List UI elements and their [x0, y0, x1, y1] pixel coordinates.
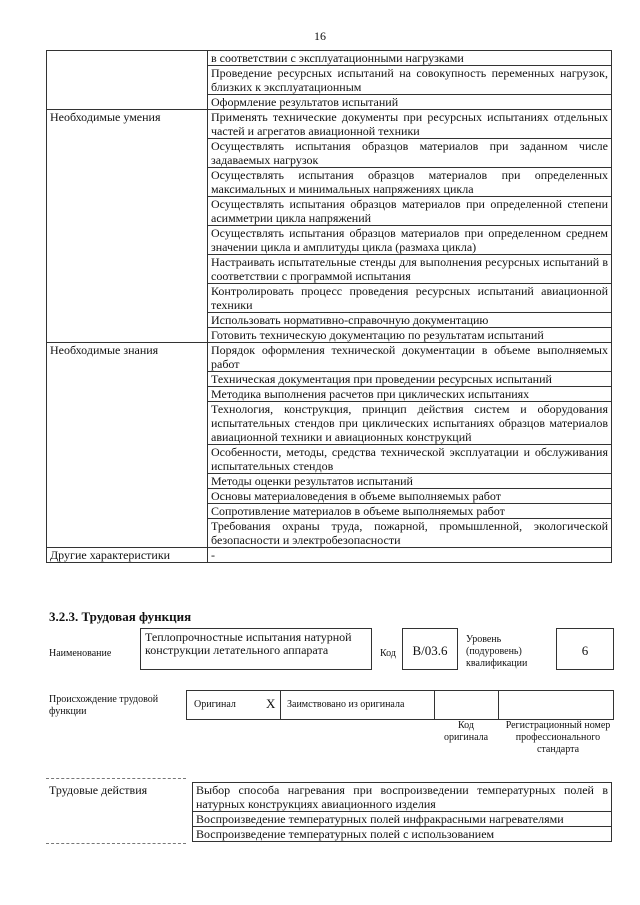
list-item: Требования охраны труда, пожарной, промышленной, экологической безопасности и электробезопасности: [208, 519, 612, 548]
actions-table: [46, 782, 612, 842]
list-item: Техническая документация при проведении ресурсных испытаний: [208, 372, 612, 387]
list-item: Особенности, методы, средства технической эксплуатации и обслуживания испытательных стендов: [208, 445, 612, 474]
table-row: [46, 827, 612, 842]
list-item: Воспроизведение температурных полей инфракрасными нагревателями: [193, 812, 612, 827]
other-value: -: [208, 548, 612, 563]
reg-number-label: Регистрационный номер профессионального стандарта: [505, 720, 611, 755]
level-label: Уровень (подуровень) квалификации: [466, 634, 528, 669]
section-title: 3.2.3. Трудовая функция: [49, 609, 192, 624]
level-value: 6: [581, 643, 589, 658]
list-item: Использовать нормативно-справочную документацию: [208, 313, 612, 328]
skills-label: Необходимые умения: [47, 110, 208, 343]
list-item: Настраивать испытательные стенды для выполнения ресурсных испытаний в соответствии с программой испытания: [208, 255, 612, 284]
divider: [46, 843, 186, 844]
origin-divider: [280, 690, 281, 719]
origin-divider: [434, 690, 435, 719]
table-row: [47, 51, 612, 66]
code-box: [402, 628, 458, 670]
table-row: [46, 783, 612, 812]
origin-divider: [498, 690, 499, 719]
code-label: Код: [380, 648, 396, 659]
name-value: Теплопрочностные испытания натурной конструкции летательного аппарата: [145, 630, 352, 657]
other-label: Другие характеристики: [47, 548, 208, 563]
divider: [46, 778, 186, 779]
level-box: [556, 628, 614, 670]
table-row: [47, 110, 612, 139]
empty-label-cell: [46, 812, 193, 827]
borrowed-label: Заимствовано из оригинала: [287, 699, 405, 710]
list-item: Основы материаловедения в объеме выполняемых работ: [208, 489, 612, 504]
list-item: Оформление результатов испытаний: [208, 95, 612, 110]
list-item: Сопротивление материалов в объеме выполняемых работ: [208, 504, 612, 519]
list-item: в соответствии с эксплуатационными нагрузками: [208, 51, 612, 66]
origin-label: Происхождение трудовой функции: [49, 694, 159, 717]
knowledge-label: Необходимые знания: [47, 343, 208, 548]
code-value: B/03.6: [412, 643, 448, 658]
list-item: Проведение ресурсных испытаний на совокупность переменных нагрузок, близких к эксплуатационным: [208, 66, 612, 95]
table-row: [47, 343, 612, 372]
empty-label-cell: [46, 827, 193, 842]
list-item: Готовить техническую документацию по результатам испытаний: [208, 328, 612, 343]
table-row: [47, 548, 612, 563]
list-item: Осуществлять испытания образцов материалов при определенной степени асимметрии цикла напряжений: [208, 197, 612, 226]
actions-label: Трудовые действия: [49, 782, 148, 797]
empty-label-cell: [47, 51, 208, 110]
original-label: Оригинал: [194, 699, 236, 710]
list-item: Воспроизведение температурных полей с использованием: [193, 827, 612, 842]
list-item: Осуществлять испытания образцов материалов при заданном числе задаваемых нагрузок: [208, 139, 612, 168]
name-box: [140, 628, 372, 670]
list-item: Технология, конструкция, принцип действия систем и оборудования испытательных стендов при циклических испытаниях образцов материалов авиационной техники и авиационных конструкций: [208, 402, 612, 445]
list-item: Осуществлять испытания образцов материалов при определенных максимальных и минимальных напряжениях цикла: [208, 168, 612, 197]
name-label: Наименование: [49, 648, 112, 659]
list-item: Контролировать процесс проведения ресурсных испытаний авиационной техники: [208, 284, 612, 313]
list-item: Методика выполнения расчетов при циклических испытаниях: [208, 387, 612, 402]
list-item: Применять технические документы при ресурсных испытаниях отдельных частей и агрегатов авиационной техники: [208, 110, 612, 139]
list-item: Порядок оформления технической документации в объеме выполняемых работ: [208, 343, 612, 372]
list-item: Выбор способа нагревания при воспроизведении температурных полей в натурных конструкциях авиационного изделия: [193, 783, 612, 812]
code-original-label: Код оригинала: [443, 720, 489, 743]
original-mark: X: [266, 696, 276, 711]
list-item: Методы оценки результатов испытаний: [208, 474, 612, 489]
competency-table: [46, 50, 612, 563]
list-item: Осуществлять испытания образцов материалов при определенном среднем значении цикла и амплитуды цикла (размаха цикла): [208, 226, 612, 255]
page-number: 16: [314, 29, 326, 43]
table-row: [46, 812, 612, 827]
